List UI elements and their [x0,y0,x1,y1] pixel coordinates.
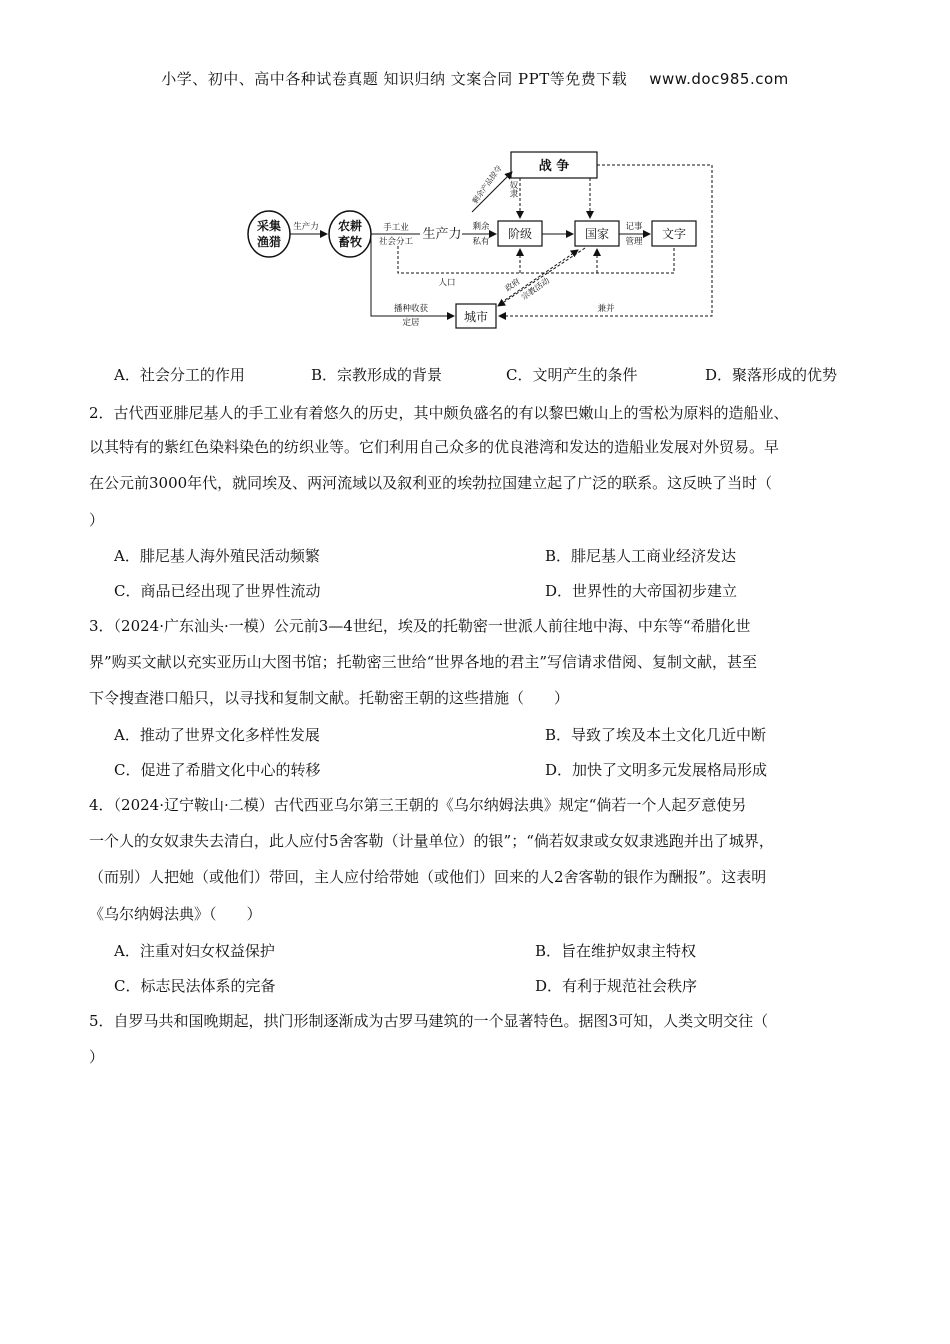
q5-stem-line-1: 5．自罗马共和国晚期起，拱门形制逐渐成为古罗马建筑的一个显著特色。据图3可知，人类文明交往（ [89,1012,769,1030]
q3-option-d[interactable]: D．加快了文明多元发展格局形成 [545,761,768,779]
nonggeng-label: 农耕 [337,219,363,233]
dingju-label: 定居 [402,318,420,328]
q2-stem-line-1: 2．古代西亚腓尼基人的手工业有着悠久的历史，其中颇负盛名的有以黎巴嫩山上的雪松为原料的造船业、 [89,404,789,422]
header-text: 小学、初中、高中各种试卷真题 知识归纳 文案合同 PPT等免费下载 [161,70,628,88]
caiji-label: 采集 [256,219,282,233]
chengshi-label: 城市 [463,310,489,324]
q4-stem-line-1: 4．（2024·辽宁鞍山·二模）古代西亚乌尔第三王朝的《乌尔纳姆法典》规定“倘若一个人起歹意使另 [89,796,747,814]
q2-option-c[interactable]: C．商品已经出现了世界性流动 [114,582,321,600]
shengchanli-big-label: 生产力 [422,227,462,242]
q4-option-b[interactable]: B．旨在维护奴隶主特权 [535,942,697,960]
jishi-label: 记事 [625,222,643,232]
shengyu-chanpin-lveduo-label: 剩余产品掠夺 [470,163,504,206]
q2-option-d[interactable]: D．世界性的大帝国初步建立 [545,582,738,600]
renkou-label: 人口 [438,278,456,288]
shougongye-label: 手工业 [383,223,409,233]
xumu-label: 畜牧 [337,235,363,249]
nuli-label: 奴隶 [508,180,518,198]
shengchanli-small-label: 生产力 [293,222,319,232]
yulie-label: 渔猎 [256,235,282,249]
q3-option-b[interactable]: B．导致了埃及本土文化几近中断 [545,726,767,744]
guojia-label: 国家 [584,227,610,241]
q3-stem-line-2: 界”购买文献以充实亚历山大图书馆；托勒密三世给“世界各地的君主”写信请求借阅、复制文献，甚至 [89,653,758,671]
zhengfu-label: 政府 [503,276,522,294]
q3-option-c[interactable]: C．促进了希腊文化中心的转移 [114,761,321,779]
zongjiao-huodong-label: 宗教活动 [519,276,552,302]
q4-option-c[interactable]: C．标志民法体系的完备 [114,977,276,995]
q3-stem-line-3: 下令搜查港口船只，以寻找和复制文献。托勒密王朝的这些措施（ ） [89,689,570,707]
siyou-label: 私有 [472,237,490,247]
war-label: 战 争 [538,159,570,174]
q1-option-c[interactable]: C．文明产生的条件 [506,366,638,384]
q2-stem-line-2: 以其特有的紫红色染料染色的纺织业等。它们利用自己众多的优良港湾和发达的造船业发展对外贸易。早 [89,438,780,456]
jianbing-label: 兼并 [597,304,615,314]
q1-option-b[interactable]: B．宗教形成的背景 [311,366,443,384]
q2-stem-line-3: 在公元前3000年代，就同埃及、两河流域以及叙利亚的埃勃拉国建立起了广泛的联系。这反映了当时（ [89,474,773,492]
wenzi-label: 文字 [661,227,687,241]
q2-stem-line-4: ） [89,511,105,529]
q1-option-a[interactable]: A．社会分工的作用 [114,366,245,384]
jieji-label: 阶级 [507,227,533,241]
q3-stem-line-1: 3．（2024·广东汕头·一模）公元前3—4世纪，埃及的托勒密一世派人前往地中海、中东等“希腊化世 [89,617,751,635]
guanli-label: 管理 [625,237,643,247]
q4-stem-line-2: 一个人的女奴隶失去清白，此人应付5舍客勒（计量单位）的银”；“倘若奴隶或女奴隶逃跑并出了城界， [89,832,774,850]
q1-option-d[interactable]: D．聚落形成的优势 [705,366,838,384]
q3-option-a[interactable]: A．推动了世界文化多样性发展 [114,726,320,744]
q2-option-a[interactable]: A．腓尼基人海外殖民活动频繁 [114,547,320,565]
q4-option-d[interactable]: D．有利于规范社会秩序 [535,977,698,995]
bozhong-shouhuo-label: 播种收获 [393,304,429,314]
shengyu-label: 剩余 [472,222,490,232]
civilization-flow-diagram [0,0,950,360]
nonggeng-node [329,211,371,257]
q5-stem-line-2: ） [89,1048,105,1066]
caiji-node [248,211,290,257]
header-url[interactable]: www.doc985.com [649,70,789,88]
q4-stem-line-3: （而别）人把她（或他们）带回，主人应付给带她（或他们）回来的人2舍客勒的银作为酬报”。这表明 [89,868,767,886]
q4-stem-line-4: 《乌尔纳姆法典》（ ） [89,905,262,923]
q4-option-a[interactable]: A．注重对妇女权益保护 [114,942,275,960]
q2-option-b[interactable]: B．腓尼基人工商业经济发达 [545,547,737,565]
shehui-fengong-label: 社会分工 [378,237,414,247]
